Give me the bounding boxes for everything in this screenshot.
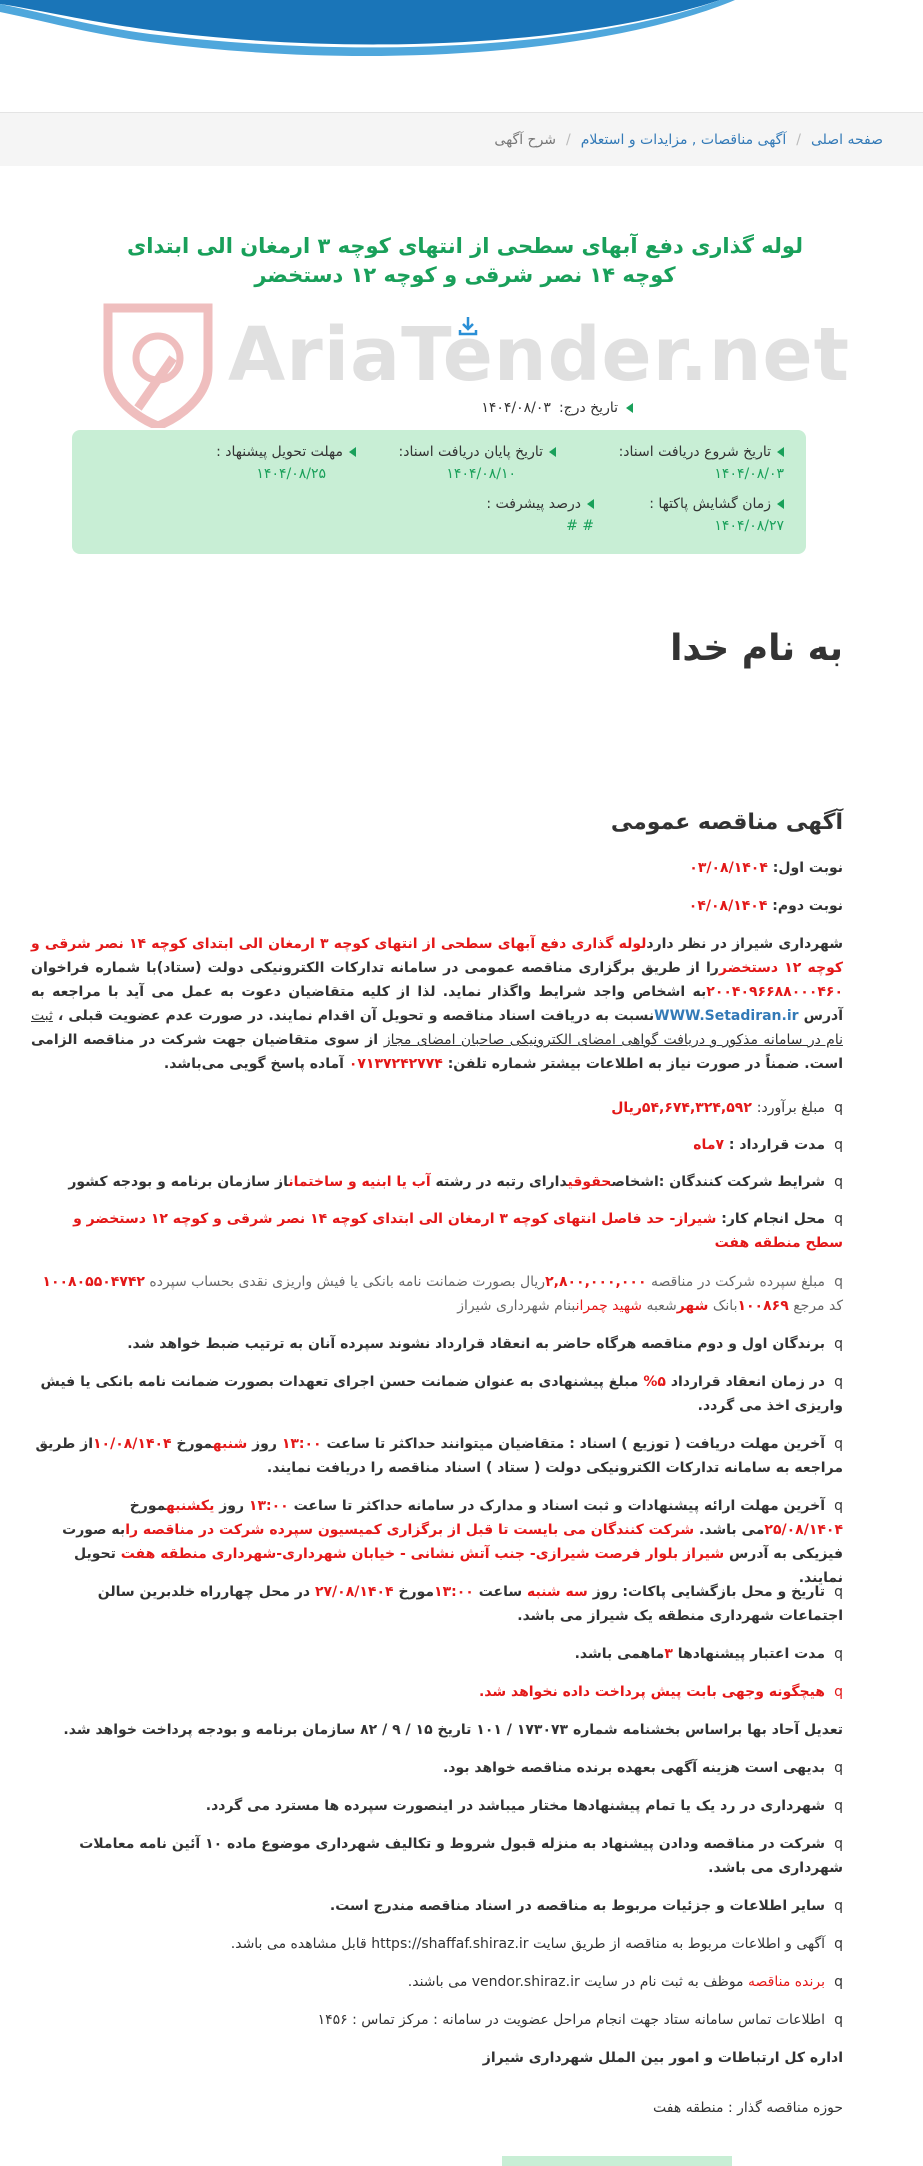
contact-text: اطلاعات تماس سامانه ستاد جهت انجام مراحل عضویت در سامانه : مرکز تماس : [352, 2012, 825, 2028]
tender-info-box [72, 430, 806, 554]
registration-link[interactable]: ثبت نام در سامانه مذکور و دریافت گواهی امضای الکترونیکی صاحبان امضای مجاز [31, 1008, 843, 1048]
qual-text: شرایط شرکت کنندگان :اشخاص [611, 1174, 825, 1190]
deadline-cell [216, 444, 356, 482]
zone-item [31, 2096, 843, 2120]
accept-text: آئین نامه معاملات شهرداری می باشد. [79, 1836, 843, 1876]
round-1-label: نوبت اول: [772, 860, 843, 876]
doc-start-value: ۱۴۰۴/۰۸/۰۳ [714, 466, 784, 482]
receive-date: ۱۰/۰۸/۱۴۰۴ [93, 1436, 172, 1452]
reject-item: qشهرداری در رد یک یا تمام پیشنهادها مختار میباشد در اینصورت سپرده ها مسترد می گردد. [205, 1798, 843, 1814]
opening-day: سه شنبه [527, 1584, 588, 1600]
round-2 [689, 898, 843, 914]
place-item: qمحل انجام کار: شیراز- حد فاصل انتهای کوچه ۳ ارمغان الی ابتدای کوچه ۱۴ نصر شرقی و کوچه ۱۲ دستخضر و سطح منطقه هفت [73, 1211, 843, 1251]
deposit-bank: شهر [676, 1298, 709, 1314]
submit-item: qآخرین مهلت ارائه پیشنهادات و ثبت اسناد و مدارک در سامانه حداکثر تا ساعت ۱۳:۰۰ روز یکشنبهمورخ ۲۵/۰۸/۱۴۰۴می باشد. شرکت کنندگان می بایست تا قبل از برگزاری کمیسیون سپرده شرکت در مناقصه رابه صورت فیزیکی به آدرس شیراز بلوار فرصت شیرازی- جنب آتش نشانی - خیابان شهرداری-شهرداری منطقه هفت تحویل نمایند. [62, 1498, 843, 1586]
breadcrumb [0, 112, 923, 166]
vendor-text: موظف به ثبت نام در سایت vendor.shiraz.ir می باشند. [407, 1974, 744, 1990]
opening-time: ۱۳:۰۰ [434, 1584, 474, 1600]
qual-field: آب یا ابنیه و ساختمان [288, 1174, 431, 1190]
accept-text: شرکت در مناقصه ودادن پیشنهاد به منزله قبول شروط و تکالیف شهرداری موضوع ماده [227, 1836, 825, 1852]
qual-text: از سازمان برنامه و بودجه کشور [68, 1174, 289, 1190]
submit-text: به صورت فیزیکی به آدرس [62, 1522, 843, 1562]
guarantee-percent: ۵% [643, 1374, 666, 1390]
prepayment-text: هیچگونه وجهی بابت پیش پرداخت داده نخواهد شد. [478, 1684, 825, 1700]
tender-number: ۲۰۰۴۰۹۶۶۸۸۰۰۰۴۶۰ [706, 984, 843, 1000]
intro-text: از سوی متقاضیان جهت شرکت در مناقصه الزامی است. [31, 1032, 843, 1072]
submit-text: می باشد. [699, 1522, 765, 1538]
receive-item: qآخرین مهلت دریافت ( توزیع ) اسناد : متقاضیان میتوانند حداکثر تا ساعت ۱۳:۰۰ روز شنبهمورخ ۱۰/۰۸/۱۴۰۴از طریق مراجعه به سامانه تدارکات الکترونیکی دولت ( ستاد ) اسناد مناقصه را دریافت نمایند. [35, 1436, 843, 1476]
breadcrumb-separator: / [566, 131, 571, 148]
intro-text: به اشخاص واجد شرایط واگذار نماید. لذا از کلیه متقاضیان دعوت به عمل می آید با مراجعه به آدرس [31, 984, 844, 1024]
deposit-text: شعبه [646, 1298, 677, 1314]
guarantee-text: مبلغ پیشنهادی به عنوان ضمانت حسن اجرای تعهدات بصورت ضمانت نامه بانکی یا فیش واریزی اخذ می گردد. [40, 1374, 843, 1414]
breadcrumb-section-link[interactable]: آگهی مناقصات , مزایدات و استعلام [580, 131, 787, 148]
submit-date: ۲۵/۰۸/۱۴۰۴ [764, 1522, 843, 1538]
opening-value: ۱۴۰۴/۰۸/۲۷ [714, 518, 784, 534]
contact-item: qاطلاعات تماس سامانه ستاد جهت انجام مراحل عضویت در سامانه : مرکز تماس : ۱۴۵۶ [317, 2012, 843, 2028]
adjustment-item [31, 1718, 843, 1742]
adjustment-text: تعدیل آحاد بها براساس بخشنامه شماره ۱۷۳۰۷۳ / ۱۰۱ تاریخ ۱۵ / ۹ / ۸۲ سازمان برنامه و بودجه پرداخت خواهد شد. [63, 1722, 843, 1738]
contact-number: ۱۴۵۶ [317, 2012, 348, 2028]
submit-text: مورخ [129, 1498, 167, 1514]
winners-item: qبرندگان اول و دوم مناقصه هرگاه حاضر به انعقاد قرارداد نشوند سپرده آنان به ترتیب ضبط خواهد شد. [127, 1336, 843, 1352]
guarantee-text: در زمان انعقاد قرارداد [670, 1374, 825, 1390]
opening-cell [649, 496, 784, 534]
submit-day: یکشنبه [166, 1498, 215, 1514]
round-2-label: نوبت دوم: [772, 898, 843, 914]
opening-text: ساعت [478, 1584, 523, 1600]
submit-text: تحویل نمایند. [73, 1546, 843, 1586]
duration-label: مدت قرارداد : [728, 1137, 825, 1153]
round-1-value: ۰۳/۰۸/۱۴۰۴ [689, 860, 768, 876]
post-date-label: تاریخ درج: [558, 400, 618, 416]
breadcrumb-home-link[interactable]: صفحه اصلی [810, 131, 883, 148]
shaffaf-item: qآگهی و اطلاعات مربوط به مناقصه از طریق سایت https://shaffaf.shiraz.ir قابل مشاهده می باشد. [230, 1936, 843, 1952]
ad-cost-text: بدیهی است هزینه آگهی بعهده برنده مناقصه خواهد بود. [442, 1760, 825, 1776]
deadline-label: مهلت تحویل پیشنهاد : [216, 444, 343, 460]
intro-text: نسبت به دریافت اسناد مناقصه و تحویل آن اقدام نمایند. در صورت عدم عضویت قبلی ، [57, 1008, 655, 1024]
deposit-account: ۱۰۰۸۰۵۵۰۴۷۴۲ [42, 1274, 145, 1290]
receive-day: شنبه [212, 1436, 248, 1452]
footer-org-text: اداره کل ارتباطات و امور بین الملل شهرداری شیراز [482, 2050, 843, 2066]
vendor-winner: برنده مناقصه [748, 1974, 825, 1990]
post-date-value: ۱۴۰۴/۰۸/۰۳ [481, 400, 551, 416]
intro-text: را از طریق برگزاری مناقصه عمومی در سامانه تدارکات الکترونیکی دولت (ستاد)با شماره فراخوان [31, 960, 719, 976]
triangle-icon [587, 499, 594, 509]
deposit-text: کد مرجع [793, 1298, 843, 1314]
deposit-text: بانک [712, 1298, 738, 1314]
triangle-icon [626, 403, 633, 413]
validity-item: qمدت اعتبار پیشنهادها ۳ماهمی باشد. [574, 1646, 843, 1662]
deposit-ref: ۱۰۰۸۶۹ [737, 1298, 789, 1314]
place-label: محل انجام کار: [721, 1211, 825, 1227]
deposit-text: ریال بصورت ضمانت نامه بانکی یا فیش واریزی نقدی بحساب سپرده [149, 1274, 546, 1290]
estimate-label: مبلغ برآورد: [756, 1100, 825, 1116]
opening-item: qتاریخ و محل بازگشایی پاکات: روز سه شنبه ساعت ۱۳:۰۰مورخ ۲۷/۰۸/۱۴۰۴ در محل چهارراه خلدبرین سالن اجتماعات شهرداری منطقه یک شیراز می باشد. [97, 1584, 843, 1624]
doc-start-cell [619, 444, 784, 482]
other-item: qسایر اطلاعات و جزئیات مربوط به مناقصه در اسناد مناقصه مندرج است. [329, 1898, 843, 1914]
post-date [481, 400, 633, 416]
bismillah-heading: به نام خدا [670, 628, 843, 669]
intro-text: آماده پاسخ گویی می‌باشد. [163, 1056, 344, 1072]
submit-notice: شرکت کنندگان می بایست تا قبل از برگزاری کمیسیون سپرده شرکت در مناقصه را [125, 1522, 695, 1538]
other-text: سایر اطلاعات و جزئیات مربوط به مناقصه در اسناد مناقصه مندرج است. [329, 1898, 825, 1914]
breadcrumb-separator: / [796, 131, 801, 148]
qual-type: حقوقی [567, 1174, 612, 1190]
triangle-icon [349, 447, 356, 457]
round-1 [689, 860, 843, 876]
receive-text: روز [252, 1436, 277, 1452]
round-2-value: ۰۴/۰۸/۱۴۰۴ [688, 898, 768, 914]
intro-paragraph [31, 932, 843, 1076]
receive-text: آخرین مهلت دریافت ( توزیع ) اسناد : متقاضیان میتوانند حداکثر تا ساعت [326, 1436, 825, 1452]
setadiran-link[interactable]: WWW.Setadiran.ir [654, 1008, 799, 1024]
deposit-branch: شهید چمران [575, 1298, 643, 1314]
opening-text: مورخ [398, 1584, 435, 1600]
submit-address: شیراز بلوار فرصت شیرازی- جنب آتش نشانی - خیابان شهرداری-شهرداری منطقه هفت [120, 1546, 725, 1562]
submit-text: روز [219, 1498, 245, 1514]
header-wave [0, 0, 923, 70]
breadcrumb-current: شرح آگهی [494, 131, 557, 148]
deposit-text: بنام شهرداری شیراز [457, 1298, 576, 1314]
validity-text: مدت اعتبار پیشنهادها [677, 1646, 825, 1662]
deposit-item: qمبلغ سپرده شرکت در مناقصه ۲,۸۰۰,۰۰۰,۰۰۰ریال بصورت ضمانت نامه بانکی یا فیش واریزی نقدی بحساب سپرده ۱۰۰۸۰۵۵۰۴۷۴۲ کد مرجع ۱۰۰۸۶۹بانک شهرشعبه شهید چمرانبنام شهرداری شیراز [42, 1274, 843, 1314]
estimate-item: qمبلغ برآورد: ۵۴,۶۷۴,۳۲۴,۵۹۲ریال [611, 1100, 843, 1116]
download-icon[interactable] [456, 314, 480, 338]
validity-months: ۳ [664, 1646, 673, 1662]
receive-time: ۱۳:۰۰ [281, 1436, 322, 1452]
place-value: شیراز- حد فاصل انتهای کوچه ۳ ارمغان الی ابتدای کوچه ۱۴ نصر شرقی و کوچه ۱۲ دستخضر و سطح منطقه هفت [73, 1211, 843, 1251]
phone-number: ۰۷۱۳۷۲۴۲۷۷۴ [348, 1056, 443, 1072]
intro-text: شهرداری شیراز در نظر دارد [646, 936, 843, 952]
doc-end-value: ۱۴۰۴/۰۸/۱۰ [446, 466, 516, 482]
shaffaf-text: آگهی و اطلاعات مربوط به مناقصه از طریق سایت https://shaffaf.shiraz.ir قابل مشاهده می باشد. [230, 1936, 825, 1952]
deposit-text: مبلغ سپرده شرکت در مناقصه [650, 1274, 825, 1290]
duration-item: qمدت قرارداد : ۷ماه [693, 1137, 843, 1153]
triangle-icon [777, 447, 784, 457]
prepayment-item: qهیچگونه وجهی بابت پیش پرداخت داده نخواهد شد. [478, 1684, 843, 1700]
qual-text: دارای رتبه در رشته [435, 1174, 568, 1190]
doc-end-cell [399, 444, 556, 482]
opening-label: زمان گشایش پاکتها : [649, 496, 771, 512]
accept-article: ۱۰ [205, 1836, 223, 1852]
deadline-value: ۱۴۰۴/۰۸/۲۵ [256, 466, 326, 482]
duration-value: ۷ماه [693, 1137, 725, 1153]
qualification-item: qشرایط شرکت کنندگان :اشخاصحقوقیدارای رتبه در رشته آب یا ابنیه و ساختماناز سازمان برنامه و بودجه کشور [68, 1174, 843, 1190]
validity-text: ماهمی باشد. [574, 1646, 665, 1662]
zone-text: حوزه مناقصه گذار : منطقه هفت [653, 2100, 843, 2116]
submit-time: ۱۳:۰۰ [248, 1498, 289, 1514]
triangle-icon [777, 499, 784, 509]
footer-org [31, 2046, 843, 2070]
progress-cell [486, 496, 594, 534]
opening-text: در محل چهارراه خلدبرین سالن اجتماعات شهرداری منطقه یک شیراز می باشد. [97, 1584, 843, 1624]
watermark-text: AriaTender.net [228, 312, 851, 398]
notice-heading: آگهی مناقصه عمومی [610, 810, 843, 835]
bottom-action-bar[interactable] [502, 2156, 732, 2166]
guarantee-item: qدر زمان انعقاد قرارداد ۵% مبلغ پیشنهادی به عنوان ضمانت حسن اجرای تعهدات بصورت ضمانت نامه بانکی یا فیش واریزی اخذ می گردد. [40, 1374, 843, 1414]
intro-text: ضمناً در صورت نیاز به اطلاعات بیشتر شماره تلفن: [447, 1056, 800, 1072]
progress-value: # # [566, 518, 594, 534]
reject-text: شهرداری در رد یک یا تمام پیشنهادها مختار میباشد در اینصورت سپرده ها مسترد می گردد. [205, 1798, 825, 1814]
vendor-item: qبرنده مناقصه موظف به ثبت نام در سایت vendor.shiraz.ir می باشند. [407, 1974, 843, 1990]
receive-text: مورخ [176, 1436, 213, 1452]
winners-text: برندگان اول و دوم مناقصه هرگاه حاضر به انعقاد قرارداد نشوند سپرده آنان به ترتیب ضبط خواهد شد. [127, 1336, 825, 1352]
doc-start-label: تاریخ شروع دریافت اسناد: [618, 444, 771, 460]
triangle-icon [549, 447, 556, 457]
deposit-amount: ۲,۸۰۰,۰۰۰,۰۰۰ [545, 1274, 647, 1290]
doc-end-label: تاریخ پایان دریافت اسناد: [398, 444, 543, 460]
ad-cost-item: qبدیهی است هزینه آگهی بعهده برنده مناقصه خواهد بود. [442, 1760, 843, 1776]
receive-text: از طریق مراجعه به سامانه تدارکات الکترونیکی دولت ( ستاد ) اسناد مناقصه را دریافت نمایند. [35, 1436, 843, 1476]
opening-text: تاریخ و محل بازگشایی پاکات: روز [592, 1584, 825, 1600]
progress-label: درصد پیشرفت : [486, 496, 581, 512]
accept-item: qشرکت در مناقصه ودادن پیشنهاد به منزله قبول شروط و تکالیف شهرداری موضوع ماده ۱۰ آئین نامه معاملات شهرداری می باشد. [79, 1836, 843, 1876]
intro-subject: لوله گذاری دفع آبهای سطحی از انتهای کوچه ۳ ارمغان الی ابتدای کوچه ۱۴ نصر شرقی و کوچه ۱۲ دستخضر [31, 936, 843, 976]
page-title: لوله گذاری دفع آبهای سطحی از انتهای کوچه ۳ ارمغان الی ابتدای کوچه ۱۴ نصر شرقی و کوچه ۱۲ دستخضر [127, 234, 803, 287]
opening-date: ۲۷/۰۸/۱۴۰۴ [314, 1584, 394, 1600]
submit-text: آخرین مهلت ارائه پیشنهادات و ثبت اسناد و مدارک در سامانه حداکثر تا ساعت [293, 1498, 825, 1514]
estimate-value: ۵۴,۶۷۴,۳۲۴,۵۹۲ریال [611, 1100, 752, 1116]
